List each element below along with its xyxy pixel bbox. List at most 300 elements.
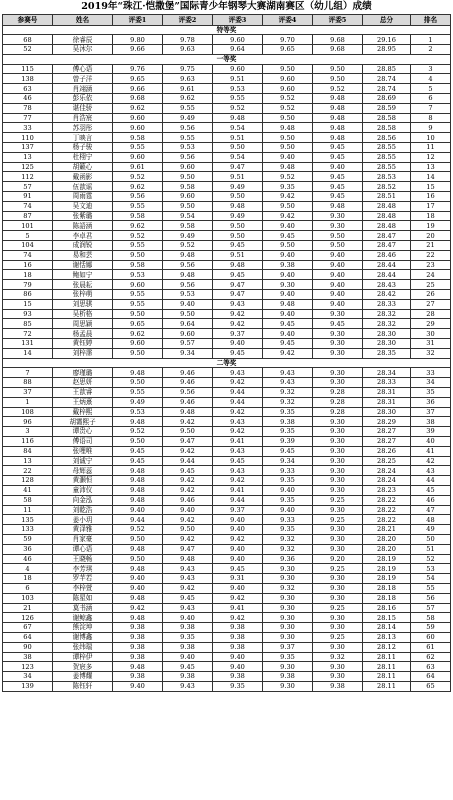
name-cell: 谭梓伊	[53, 652, 113, 662]
judge-4-score-cell: 9.32	[263, 387, 313, 397]
judge-1-score-cell: 9.55	[113, 143, 163, 153]
judge-1-score-cell: 9.49	[113, 397, 163, 407]
judge-5-score-cell: 9.30	[313, 574, 363, 584]
results-table	[2, 14, 451, 692]
judge-2-score-cell: 9.55	[163, 103, 213, 113]
judge-4-score-cell: 9.48	[263, 162, 313, 172]
judge-2-score-cell: 9.50	[163, 525, 213, 535]
judge-1-score-cell: 9.60	[113, 339, 163, 349]
judge-4-score-cell: 9.33	[263, 466, 313, 476]
name-cell: 胡霭熙子	[53, 417, 113, 427]
entry-number-cell: 13	[3, 456, 53, 466]
judge-2-score-cell: 9.42	[163, 476, 213, 486]
rank-cell: 43	[411, 466, 451, 476]
judge-1-score-cell: 9.58	[113, 133, 163, 143]
table-row	[3, 564, 451, 574]
rank-cell: 17	[411, 201, 451, 211]
judge-1-score-cell: 9.60	[113, 113, 163, 123]
name-cell: 张紫璐	[53, 211, 113, 221]
judge-2-score-cell: 9.46	[163, 495, 213, 505]
judge-5-score-cell: 9.30	[313, 544, 363, 554]
name-cell: 陈星如	[53, 593, 113, 603]
judge-4-score-cell: 9.35	[263, 427, 313, 437]
judge-3-score-cell: 9.42	[213, 378, 263, 388]
name-cell: 廖瑾璐	[53, 368, 113, 378]
judge-5-score-cell: 9.28	[313, 407, 363, 417]
judge-1-score-cell: 9.48	[113, 544, 163, 554]
name-cell: 张梓萌	[53, 290, 113, 300]
judge-2-score-cell: 9.40	[163, 299, 213, 309]
judge-4-score-cell: 9.50	[263, 133, 313, 143]
name-cell: 母辉蕊	[53, 466, 113, 476]
table-row	[3, 652, 451, 662]
table-row	[3, 505, 451, 515]
total-score-cell: 28.27	[363, 436, 411, 446]
judge-5-score-cell: 9.28	[313, 387, 363, 397]
name-cell: 胡籁心	[53, 162, 113, 172]
judge-4-score-cell: 9.35	[263, 182, 313, 192]
judge-1-score-cell: 9.42	[113, 603, 163, 613]
name-cell: 曾子洋	[53, 74, 113, 84]
entry-number-cell: 104	[3, 241, 53, 251]
judge-1-score-cell: 9.45	[113, 446, 163, 456]
judge-1-score-cell: 9.62	[113, 103, 163, 113]
table-row	[3, 35, 451, 45]
judge-4-score-cell: 9.38	[263, 672, 313, 682]
judge-2-score-cell: 9.49	[163, 113, 213, 123]
judge-5-score-cell: 9.30	[313, 613, 363, 623]
name-cell: 谢鲸鑫	[53, 613, 113, 623]
rank-cell: 36	[411, 397, 451, 407]
name-cell: 傅语司	[53, 436, 113, 446]
total-score-cell: 28.23	[363, 485, 411, 495]
judge-3-score-cell: 9.47	[213, 290, 263, 300]
name-cell: 张晨耘	[53, 280, 113, 290]
judge-1-score-cell: 9.58	[113, 211, 163, 221]
judge-1-score-cell: 9.55	[113, 290, 163, 300]
rank-cell: 34	[411, 378, 451, 388]
entry-number-cell: 68	[3, 35, 53, 45]
judge-2-score-cell: 9.47	[163, 436, 213, 446]
judge-2-score-cell: 9.34	[163, 348, 213, 358]
entry-number-cell: 34	[3, 672, 53, 682]
entry-number-cell: 64	[3, 632, 53, 642]
judge-3-score-cell: 9.45	[213, 564, 263, 574]
total-score-cell: 28.55	[363, 143, 411, 153]
rank-cell: 28	[411, 309, 451, 319]
judge-1-score-cell: 9.48	[113, 466, 163, 476]
entry-number-cell: 138	[3, 74, 53, 84]
total-score-cell: 28.11	[363, 652, 411, 662]
judge-5-score-cell: 9.25	[313, 632, 363, 642]
judge-3-score-cell: 9.41	[213, 603, 263, 613]
judge-5-score-cell: 9.45	[313, 172, 363, 182]
judge-5-score-cell: 9.45	[313, 319, 363, 329]
total-score-cell: 28.11	[363, 662, 411, 672]
name-cell: 谢恬娜	[53, 260, 113, 270]
judge-1-score-cell: 9.48	[113, 485, 163, 495]
judge-2-score-cell: 9.63	[163, 45, 213, 55]
total-score-cell: 28.42	[363, 290, 411, 300]
rank-cell: 21	[411, 241, 451, 251]
table-row	[3, 642, 451, 652]
judge-1-score-cell: 9.55	[113, 241, 163, 251]
name-cell: 戴函影	[53, 172, 113, 182]
judge-4-score-cell: 9.60	[263, 84, 313, 94]
judge-4-score-cell: 9.48	[263, 299, 313, 309]
table-row	[3, 476, 451, 486]
entry-number-cell: 91	[3, 192, 53, 202]
table-row	[3, 211, 451, 221]
name-cell: 刘诚宁	[53, 456, 113, 466]
judge-4-score-cell: 9.52	[263, 103, 313, 113]
name-cell: 王炳熹	[53, 397, 113, 407]
judge-2-score-cell: 9.75	[163, 64, 213, 74]
total-score-cell: 28.26	[363, 446, 411, 456]
judge-2-score-cell: 9.58	[163, 182, 213, 192]
judge-1-score-cell: 9.52	[113, 231, 163, 241]
name-cell: 伍歆谣	[53, 182, 113, 192]
rank-cell: 19	[411, 221, 451, 231]
judge-2-score-cell: 9.38	[163, 623, 213, 633]
judge-5-score-cell: 9.40	[313, 162, 363, 172]
judge-2-score-cell: 9.60	[163, 162, 213, 172]
judge-2-score-cell: 9.60	[163, 192, 213, 202]
total-score-cell: 28.58	[363, 123, 411, 133]
judge-2-score-cell: 9.42	[163, 583, 213, 593]
judge-5-score-cell: 9.30	[313, 221, 363, 231]
rank-cell: 63	[411, 662, 451, 672]
judge-5-score-cell: 9.68	[313, 45, 363, 55]
entry-number-cell: 131	[3, 339, 53, 349]
entry-number-cell: 135	[3, 515, 53, 525]
table-row	[3, 270, 451, 280]
judge-4-score-cell: 9.37	[263, 642, 313, 652]
total-score-cell: 28.11	[363, 672, 411, 682]
entry-number-cell: 41	[3, 485, 53, 495]
rank-cell: 26	[411, 290, 451, 300]
name-cell: 陈語涵	[53, 221, 113, 231]
judge-5-score-cell: 9.48	[313, 133, 363, 143]
name-cell: 苏羽彤	[53, 123, 113, 133]
judge-1-score-cell: 9.40	[113, 574, 163, 584]
rank-cell: 47	[411, 505, 451, 515]
judge-5-score-cell: 9.50	[313, 241, 363, 251]
judge-1-score-cell: 9.38	[113, 623, 163, 633]
table-row	[3, 231, 451, 241]
judge-5-score-cell: 9.30	[313, 505, 363, 515]
judge-4-score-cell: 9.52	[263, 172, 313, 182]
judge-2-score-cell: 9.42	[163, 534, 213, 544]
judge-3-score-cell: 9.45	[213, 348, 263, 358]
judge-2-score-cell: 9.50	[163, 427, 213, 437]
total-score-cell: 28.12	[363, 642, 411, 652]
table-row	[3, 280, 451, 290]
total-score-cell: 28.55	[363, 162, 411, 172]
name-cell: 周思颖	[53, 319, 113, 329]
judge-4-score-cell: 9.40	[263, 309, 313, 319]
judge-3-score-cell: 9.44	[213, 387, 263, 397]
entry-number-cell: 110	[3, 133, 53, 143]
table-row	[3, 554, 451, 564]
total-score-cell: 28.22	[363, 505, 411, 515]
table-row	[3, 45, 451, 55]
judge-3-score-cell: 9.45	[213, 456, 263, 466]
judge-5-score-cell: 9.30	[313, 446, 363, 456]
entry-number-cell: 87	[3, 211, 53, 221]
page-title: 2019年“珠江·恺撒堡”国际青少年钢琴大赛湖南赛区（幼儿组）成绩	[81, 1, 372, 12]
judge-2-score-cell: 9.48	[163, 270, 213, 280]
judge-4-score-cell: 9.32	[263, 544, 313, 554]
rank-cell: 50	[411, 534, 451, 544]
entry-number-cell: 88	[3, 378, 53, 388]
name-cell: 张纬瑞	[53, 642, 113, 652]
judge-3-score-cell: 9.47	[213, 280, 263, 290]
rank-cell: 31	[411, 339, 451, 349]
table-row	[3, 583, 451, 593]
judge-4-score-cell: 9.40	[263, 485, 313, 495]
judge-2-score-cell: 9.42	[163, 515, 213, 525]
judge-3-score-cell: 9.50	[213, 143, 263, 153]
judge-3-score-cell: 9.31	[213, 574, 263, 584]
judge-3-score-cell: 9.42	[213, 309, 263, 319]
judge-1-score-cell: 9.44	[113, 515, 163, 525]
total-score-cell: 28.85	[363, 64, 411, 74]
table-row	[3, 290, 451, 300]
judge-3-score-cell: 9.41	[213, 436, 263, 446]
judge-2-score-cell: 9.42	[163, 417, 213, 427]
rank-cell: 55	[411, 583, 451, 593]
rank-cell: 48	[411, 515, 451, 525]
judge-1-score-cell: 9.58	[113, 260, 163, 270]
judge-4-score-cell: 9.30	[263, 613, 313, 623]
section-row	[3, 358, 451, 368]
judge-5-score-cell: 9.25	[313, 603, 363, 613]
judge-1-score-cell: 9.50	[113, 250, 163, 260]
judge-3-score-cell: 9.52	[213, 103, 263, 113]
total-score-cell: 28.35	[363, 348, 411, 358]
table-row	[3, 172, 451, 182]
judge-5-score-cell: 9.38	[313, 681, 363, 691]
total-score-cell: 28.58	[363, 113, 411, 123]
judge-3-score-cell: 9.42	[213, 534, 263, 544]
entry-number-cell: 46	[3, 554, 53, 564]
entry-number-cell: 37	[3, 387, 53, 397]
judge-3-score-cell: 9.40	[213, 583, 263, 593]
section-label: 特等奖	[3, 25, 451, 35]
rank-cell: 18	[411, 211, 451, 221]
entry-number-cell: 58	[3, 495, 53, 505]
judge-5-score-cell: 9.48	[313, 94, 363, 104]
table-row	[3, 515, 451, 525]
judge-3-score-cell: 9.45	[213, 270, 263, 280]
judge-5-score-cell: 9.68	[313, 35, 363, 45]
section-row	[3, 54, 451, 64]
judge-3-score-cell: 9.43	[213, 417, 263, 427]
judge-5-score-cell: 9.30	[313, 623, 363, 633]
judge-4-score-cell: 9.32	[263, 583, 313, 593]
name-cell: 王歆睿	[53, 387, 113, 397]
judge-3-score-cell: 9.55	[213, 94, 263, 104]
judge-5-score-cell: 9.30	[313, 583, 363, 593]
name-cell: 谭贵心	[53, 427, 113, 437]
judge-3-score-cell: 9.37	[213, 505, 263, 515]
judge-1-score-cell: 9.38	[113, 642, 163, 652]
judge-4-score-cell: 9.40	[263, 221, 313, 231]
entry-number-cell: 57	[3, 182, 53, 192]
judge-4-score-cell: 9.30	[263, 632, 313, 642]
judge-2-score-cell: 9.56	[163, 260, 213, 270]
judge-1-score-cell: 9.65	[113, 74, 163, 84]
judge-1-score-cell: 9.45	[113, 456, 163, 466]
rank-cell: 29	[411, 319, 451, 329]
judge-2-score-cell: 9.48	[163, 250, 213, 260]
name-cell: 童沛仪	[53, 485, 113, 495]
name-cell: 莫书涵	[53, 603, 113, 613]
judge-4-score-cell: 9.42	[263, 348, 313, 358]
name-cell: 贺宸多	[53, 662, 113, 672]
entry-number-cell: 63	[3, 84, 53, 94]
judge-5-score-cell: 9.30	[313, 534, 363, 544]
table-row	[3, 378, 451, 388]
judge-4-score-cell: 9.50	[263, 64, 313, 74]
judge-1-score-cell: 9.50	[113, 309, 163, 319]
judge-2-score-cell: 9.60	[163, 329, 213, 339]
judge-1-score-cell: 9.38	[113, 652, 163, 662]
total-score-cell: 28.15	[363, 613, 411, 623]
rank-cell: 37	[411, 407, 451, 417]
table-row	[3, 368, 451, 378]
name-cell: 谢博鑫	[53, 632, 113, 642]
rank-cell: 32	[411, 348, 451, 358]
judge-4-score-cell: 9.50	[263, 241, 313, 251]
name-cell: 黄钰婷	[53, 339, 113, 349]
total-score-cell: 28.30	[363, 329, 411, 339]
judge-4-score-cell: 9.30	[263, 623, 313, 633]
judge-2-score-cell: 9.40	[163, 613, 213, 623]
judge-5-score-cell: 9.50	[313, 231, 363, 241]
entry-number-cell: 14	[3, 348, 53, 358]
table-row	[3, 250, 451, 260]
judge-5-score-cell: 9.30	[313, 672, 363, 682]
judge-4-score-cell: 9.35	[263, 525, 313, 535]
table-row	[3, 397, 451, 407]
name-cell: 杨子骏	[53, 143, 113, 153]
judge-3-score-cell: 9.51	[213, 250, 263, 260]
total-score-cell: 28.95	[363, 45, 411, 55]
header-judge-3: 评委3	[213, 15, 263, 26]
judge-1-score-cell: 9.48	[113, 495, 163, 505]
total-score-cell: 28.32	[363, 309, 411, 319]
judge-2-score-cell: 9.44	[163, 456, 213, 466]
judge-5-score-cell: 9.30	[313, 466, 363, 476]
judge-3-score-cell: 9.40	[213, 554, 263, 564]
judge-2-score-cell: 9.62	[163, 94, 213, 104]
name-cell: 熊淀坤	[53, 623, 113, 633]
entry-number-cell: 13	[3, 152, 53, 162]
table-row	[3, 84, 451, 94]
total-score-cell: 28.59	[363, 103, 411, 113]
table-row	[3, 103, 451, 113]
judge-1-score-cell: 9.50	[113, 534, 163, 544]
judge-2-score-cell: 9.43	[163, 574, 213, 584]
judge-4-score-cell: 9.35	[263, 476, 313, 486]
table-row	[3, 485, 451, 495]
table-row	[3, 113, 451, 123]
entry-number-cell: 15	[3, 299, 53, 309]
judge-2-score-cell: 9.56	[163, 152, 213, 162]
judge-4-score-cell: 9.30	[263, 662, 313, 672]
judge-1-score-cell: 9.53	[113, 270, 163, 280]
name-cell: 刘乾浩	[53, 505, 113, 515]
judge-4-score-cell: 9.48	[263, 123, 313, 133]
judge-5-score-cell: 9.50	[313, 64, 363, 74]
judge-4-score-cell: 9.43	[263, 378, 313, 388]
entry-number-cell: 46	[3, 94, 53, 104]
table-row	[3, 662, 451, 672]
judge-3-score-cell: 9.50	[213, 221, 263, 231]
judge-1-score-cell: 9.52	[113, 172, 163, 182]
total-score-cell: 28.20	[363, 534, 411, 544]
judge-4-score-cell: 9.34	[263, 456, 313, 466]
section-row	[3, 25, 451, 35]
judge-1-score-cell: 9.48	[113, 417, 163, 427]
judge-2-score-cell: 9.50	[163, 172, 213, 182]
total-score-cell: 28.25	[363, 456, 411, 466]
judge-4-score-cell: 9.35	[263, 495, 313, 505]
judge-5-score-cell: 9.28	[313, 397, 363, 407]
judge-5-score-cell: 9.50	[313, 74, 363, 84]
judge-1-score-cell: 9.53	[113, 407, 163, 417]
judge-4-score-cell: 9.45	[263, 446, 313, 456]
judge-1-score-cell: 9.48	[113, 476, 163, 486]
judge-3-score-cell: 9.37	[213, 329, 263, 339]
table-row	[3, 162, 451, 172]
judge-2-score-cell: 9.56	[163, 387, 213, 397]
total-score-cell: 28.24	[363, 476, 411, 486]
total-score-cell: 28.34	[363, 368, 411, 378]
judge-1-score-cell: 9.62	[113, 329, 163, 339]
rank-cell: 20	[411, 231, 451, 241]
judge-1-score-cell: 9.55	[113, 387, 163, 397]
judge-3-score-cell: 9.44	[213, 397, 263, 407]
entry-number-cell: 67	[3, 623, 53, 633]
judge-2-score-cell: 9.47	[163, 544, 213, 554]
name-cell: 张哩唯	[53, 446, 113, 456]
judge-2-score-cell: 9.43	[163, 564, 213, 574]
judge-2-score-cell: 9.78	[163, 35, 213, 45]
total-score-cell: 28.33	[363, 378, 411, 388]
total-score-cell: 28.69	[363, 94, 411, 104]
judge-1-score-cell: 9.48	[113, 368, 163, 378]
rank-cell: 27	[411, 299, 451, 309]
total-score-cell: 28.56	[363, 133, 411, 143]
judge-2-score-cell: 9.43	[163, 603, 213, 613]
judge-1-score-cell: 9.40	[113, 583, 163, 593]
judge-1-score-cell: 9.60	[113, 152, 163, 162]
name-cell: 吴析格	[53, 309, 113, 319]
judge-5-score-cell: 9.40	[313, 250, 363, 260]
table-row	[3, 123, 451, 133]
total-score-cell: 29.16	[363, 35, 411, 45]
table-row	[3, 456, 451, 466]
judge-5-score-cell: 9.40	[313, 299, 363, 309]
entry-number-cell: 112	[3, 172, 53, 182]
judge-2-score-cell: 9.63	[163, 74, 213, 84]
judge-4-score-cell: 9.45	[263, 339, 313, 349]
judge-5-score-cell: 9.30	[313, 525, 363, 535]
name-cell: 易和芸	[53, 250, 113, 260]
